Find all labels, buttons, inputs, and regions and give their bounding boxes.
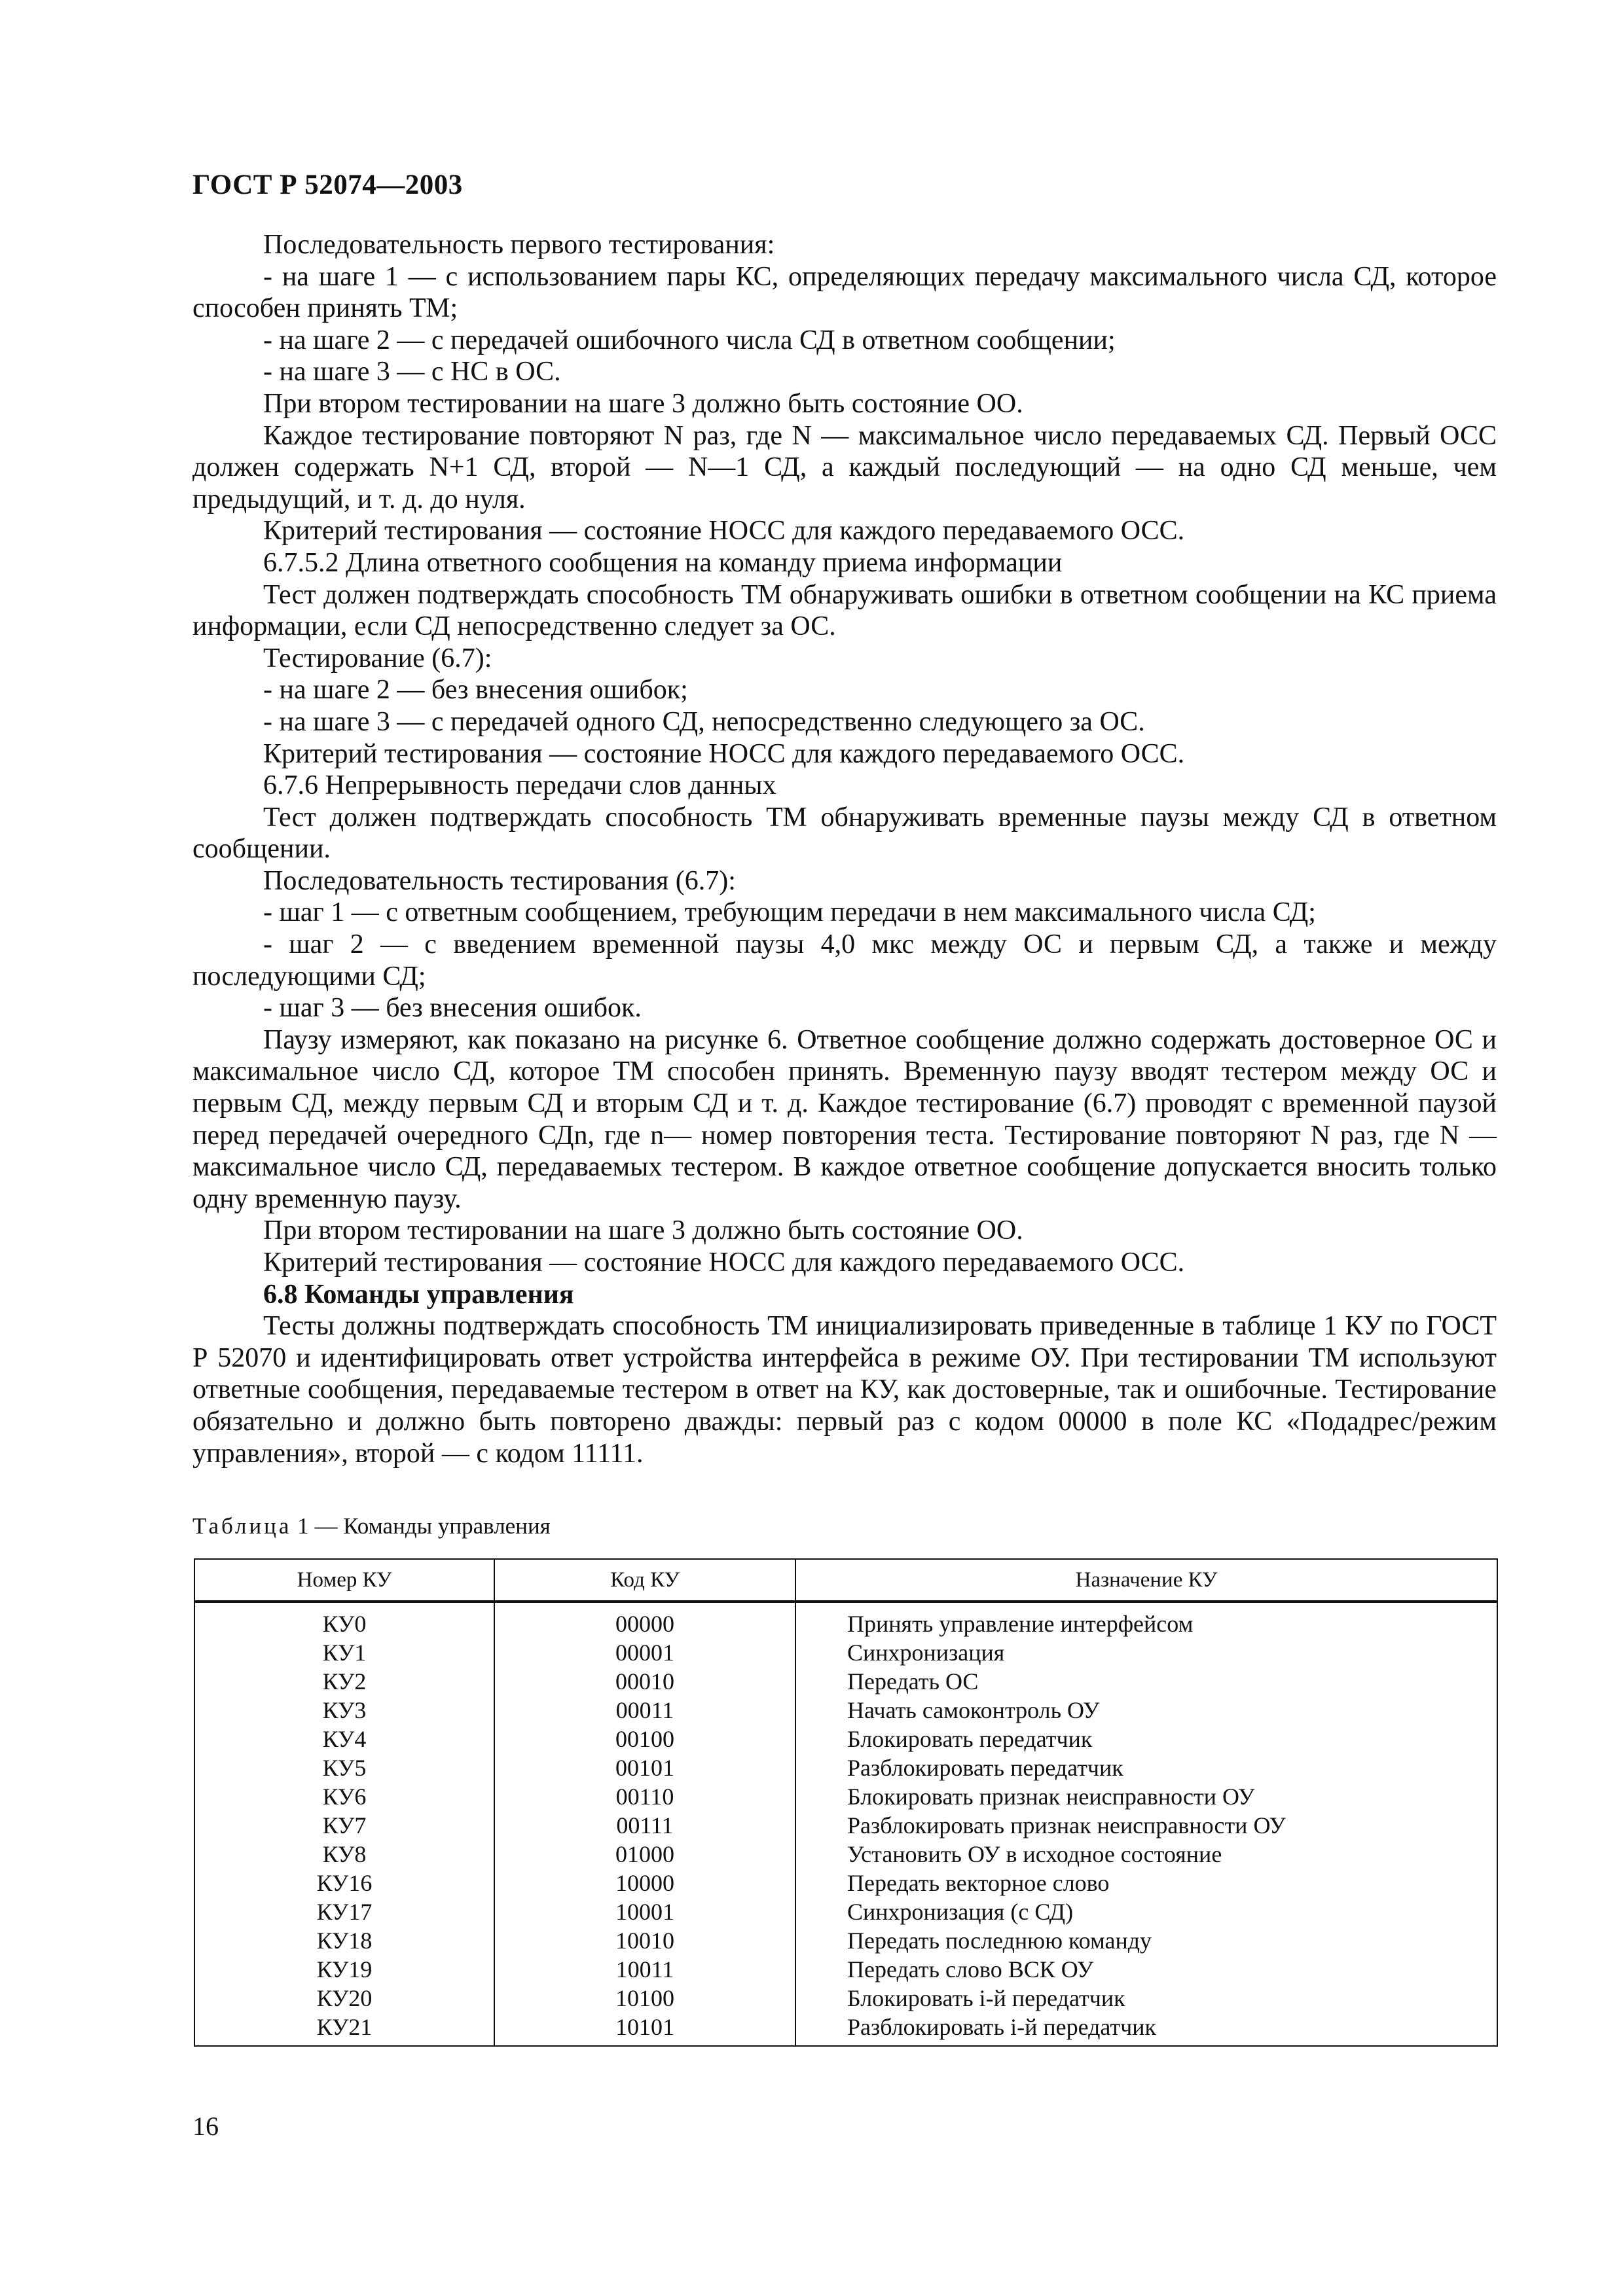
cell-purpose: Передать ОС — [795, 1667, 1497, 1696]
table-row — [194, 1869, 1497, 1897]
table-row — [194, 1811, 1497, 1840]
table-header-row — [194, 1559, 1497, 1602]
cell-purpose: Принять управление интерфейсом — [795, 1602, 1497, 1638]
page-number: 16 — [192, 2111, 219, 2141]
section-heading: 6.7.6 Непрерывность передачи слов данных — [263, 770, 776, 801]
cell-number: КУ17 — [194, 1897, 494, 1926]
cell-number: КУ2 — [194, 1667, 494, 1696]
table-row — [194, 1955, 1497, 1984]
cell-purpose: Начать самоконтроль ОУ — [795, 1696, 1497, 1725]
column-header: Номер КУ — [194, 1559, 494, 1602]
cell-number: КУ16 — [194, 1869, 494, 1897]
cell-code: 01000 — [494, 1840, 795, 1869]
cell-code: 00110 — [494, 1782, 795, 1811]
paragraph: При втором тестировании на шаге 3 должно быть состояние ОО. — [263, 1215, 1023, 1246]
cell-code: 10100 — [494, 1984, 795, 2013]
table-row — [194, 1696, 1497, 1725]
section-heading: 6.7.5.2 Длина ответного сообщения на команду приема информации — [263, 547, 1063, 578]
paragraph: - на шаге 1 — с использованием пары КС, определяющих передачу максимального числа СД, которое способен принять ТМ; — [192, 261, 1497, 324]
table-row — [194, 1667, 1497, 1696]
cell-purpose: Блокировать признак неисправности ОУ — [795, 1782, 1497, 1811]
cell-purpose: Передать слово ВСК ОУ — [795, 1955, 1497, 1984]
paragraph: Тесты должны подтверждать способность ТМ инициализировать приведенные в таблице 1 КУ по ГОСТ Р 52070 и идентифицировать ответ устройства интерфейса в режиме ОУ. При тестировании ТМ используют ответные сообщения, передаваемые тестером в ответ на КУ, как достоверные, так и ошибочные. Тестирование обязательно и должно быть повторено дважды: первый раз с кодом 00000 в поле КС «Подадрес/режим управления», второй — с кодом 11111. — [192, 1311, 1497, 1469]
table-row — [194, 1782, 1497, 1811]
cell-code: 10010 — [494, 1926, 795, 1955]
paragraph: Тестирование (6.7): — [263, 643, 492, 673]
cell-number: КУ7 — [194, 1811, 494, 1840]
cell-purpose: Разблокировать признак неисправности ОУ — [795, 1811, 1497, 1840]
cell-code: 00010 — [494, 1667, 795, 1696]
table-row — [194, 2013, 1497, 2046]
paragraph: - шаг 3 — без внесения ошибок. — [263, 993, 642, 1024]
paragraph: Паузу измеряют, как показано на рисунке 6. Ответное сообщение должно содержать достоверное ОС и максимальное число СД, которое ТМ способен принять. Временную паузу вводят тестером между ОС и первым СД, между первым СД и вторым СД и т. д. Каждое тестирование (6.7) проводят с временной паузой перед передачей очередного СДn, где n— номер повторения теста. Тестирование повторяют N раз, где N — максимальное число СД, передаваемых тестером. В каждое ответное сообщение допускается вносить только одну временную паузу. — [192, 1024, 1497, 1214]
table-row — [194, 1725, 1497, 1753]
cell-purpose: Блокировать передатчик — [795, 1725, 1497, 1753]
cell-purpose: Блокировать i-й передатчик — [795, 1984, 1497, 2013]
cell-code: 10101 — [494, 2013, 795, 2046]
cell-code: 10001 — [494, 1897, 795, 1926]
cell-purpose: Передать векторное слово — [795, 1869, 1497, 1897]
paragraph: Последовательность тестирования (6.7): — [263, 865, 736, 896]
cell-number: КУ3 — [194, 1696, 494, 1725]
cell-code: 00011 — [494, 1696, 795, 1725]
cell-code: 00000 — [494, 1602, 795, 1638]
cell-purpose: Передать последнюю команду — [795, 1926, 1497, 1955]
cell-number: КУ21 — [194, 2013, 494, 2046]
cell-purpose: Синхронизация (с СД) — [795, 1897, 1497, 1926]
cell-number: КУ4 — [194, 1725, 494, 1753]
table-caption-title: 1 — Команды управления — [291, 1513, 551, 1539]
paragraph: Тест должен подтверждать способность ТМ обнаруживать ошибки в ответном сообщении на КС приема информации, если СД непосредственно следует за ОС. — [192, 579, 1497, 642]
cell-code: 10011 — [494, 1955, 795, 1984]
cell-code: 00111 — [494, 1811, 795, 1840]
table-row — [194, 1984, 1497, 2013]
cell-purpose: Разблокировать передатчик — [795, 1753, 1497, 1782]
column-header: Назначение КУ — [795, 1559, 1497, 1602]
paragraph: Последовательность первого тестирования: — [263, 230, 775, 260]
cell-purpose: Синхронизация — [795, 1638, 1497, 1667]
cell-code: 00100 — [494, 1725, 795, 1753]
cell-purpose: Установить ОУ в исходное состояние — [795, 1840, 1497, 1869]
paragraph: - на шаге 3 — с НС в ОС. — [263, 357, 561, 387]
cell-number: КУ8 — [194, 1840, 494, 1869]
cell-purpose: Разблокировать i-й передатчик — [795, 2013, 1497, 2046]
body-text — [192, 229, 1497, 1469]
cell-code: 10000 — [494, 1869, 795, 1897]
paragraph: Критерий тестирования — состояние НОСС для каждого передаваемого ОСС. — [263, 1247, 1185, 1278]
table-row — [194, 1926, 1497, 1955]
cell-code: 00101 — [494, 1753, 795, 1782]
control-commands-table — [194, 1558, 1498, 2047]
table-body — [194, 1602, 1497, 2046]
table-row — [194, 1602, 1497, 1638]
paragraph: При втором тестировании на шаге 3 должно быть состояние ОО. — [263, 388, 1023, 419]
cell-code: 00001 — [494, 1638, 795, 1667]
table-row — [194, 1638, 1497, 1667]
document-header: ГОСТ Р 52074—2003 — [192, 170, 463, 200]
paragraph: Тест должен подтверждать способность ТМ обнаруживать временные паузы между СД в ответном сообщении. — [192, 802, 1497, 865]
paragraph: Критерий тестирования — состояние НОСС для каждого передаваемого ОСС. — [263, 516, 1185, 547]
table-row — [194, 1840, 1497, 1869]
table-caption-prefix: Таблица — [192, 1513, 292, 1539]
cell-number: КУ6 — [194, 1782, 494, 1811]
cell-number: КУ0 — [194, 1602, 494, 1638]
paragraph: - шаг 2 — с введением временной паузы 4,0 мкс между ОС и первым СД, а также и между последующими СД; — [192, 929, 1497, 992]
paragraph: - на шаге 2 — с передачей ошибочного числа СД в ответном сообщении; — [263, 325, 1116, 355]
cell-number: КУ20 — [194, 1984, 494, 2013]
column-header: Код КУ — [494, 1559, 795, 1602]
paragraph: Каждое тестирование повторяют N раз, где N — максимальное число передаваемых СД. Первый ОСС должен содержать N+1 СД, второй — N—1 СД, а каждый последующий — на одно СД меньше, чем предыдущий, и т. д. до нуля. — [192, 420, 1497, 514]
cell-number: КУ18 — [194, 1926, 494, 1955]
paragraph: - на шаге 3 — с передачей одного СД, непосредственно следующего за ОС. — [263, 706, 1145, 737]
paragraph: - шаг 1 — с ответным сообщением, требующим передачи в нем максимального числа СД; — [263, 897, 1316, 928]
paragraph: - на шаге 2 — без внесения ошибок; — [263, 675, 688, 706]
cell-number: КУ1 — [194, 1638, 494, 1667]
table-row — [194, 1897, 1497, 1926]
paragraph: Критерий тестирования — состояние НОСС для каждого передаваемого ОСС. — [263, 738, 1185, 769]
cell-number: КУ5 — [194, 1753, 494, 1782]
table-row — [194, 1753, 1497, 1782]
section-heading: 6.8 Команды управления — [263, 1279, 574, 1310]
table-caption — [192, 1511, 551, 1542]
cell-number: КУ19 — [194, 1955, 494, 1984]
